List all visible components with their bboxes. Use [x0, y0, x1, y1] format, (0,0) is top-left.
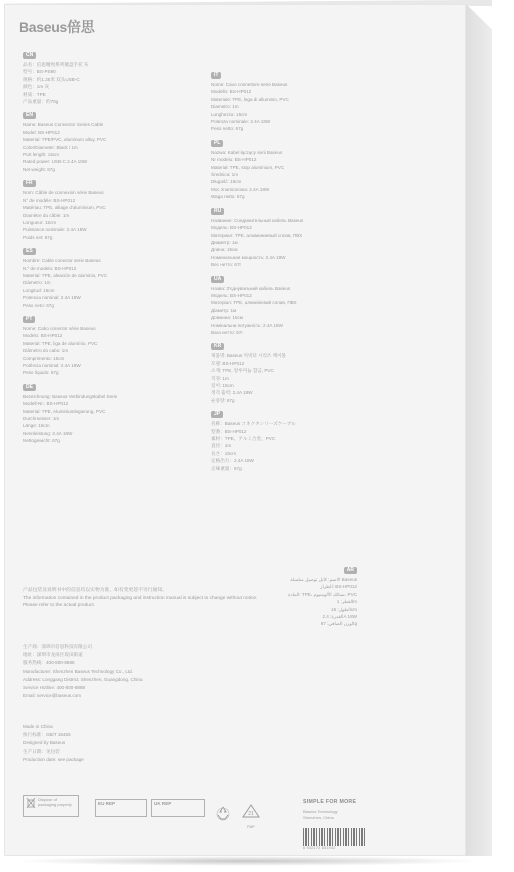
slogan-sub-line: Baseus Technology [303, 809, 338, 814]
spec-line: 素材：TPE、アルミ合金、PVC [211, 436, 276, 442]
info-line: 生产日期：见包装 [23, 748, 60, 754]
spec-line: Nazwa: Kabel łączący serii Baseus [211, 149, 283, 155]
spec-line: Modell-Nr.: BS-HP012 [23, 401, 69, 407]
spec-block-de [23, 383, 211, 445]
spec-column-left [23, 51, 211, 451]
lang-tag-ru: RU [211, 208, 224, 215]
spec-line: Материал: TPE, алюминиевый сплав, ПВХ [211, 232, 303, 238]
spec-line: Port length: 15cm [23, 152, 60, 158]
slogan-sub-line: Shenzhen, China [303, 814, 334, 820]
spec-line: 材质：TPE [23, 91, 46, 97]
spec-line: Диаметр: 1м [211, 239, 238, 245]
spec-line: 長さ：15cm [211, 450, 237, 456]
spec-line: Material: TPE/PVC, aluminum alloy, PVC [23, 137, 107, 143]
info-line: Email: service@baseus.com [23, 693, 82, 699]
notice-line: Please refer to the actual product. [23, 603, 95, 609]
spec-block-cn [23, 51, 211, 105]
info-change-notice [23, 587, 283, 610]
uk-rep-label: UK REP [154, 801, 172, 806]
pap-recycling-mark [241, 803, 261, 829]
lang-tag-es: ES [23, 248, 36, 255]
origin-info [23, 723, 223, 764]
spec-line: Moc znamionowa: 2.4A 18W [211, 186, 270, 192]
spec-line: 제품명: Baseus 커넥터 시리즈 케이블 [211, 353, 286, 359]
spec-line: Матеріал: TPE, алюмінієвий сплав, ПВХ [211, 300, 297, 306]
spec-line: Potenza nominale: 2.4A 18W [211, 119, 271, 125]
recycle-icon [215, 805, 231, 821]
spec-line: Nettogewicht: 67g [23, 438, 60, 444]
lang-tag-fr: FR [23, 180, 36, 187]
spec-line: 정격 출력: 2.4A 18W [211, 390, 253, 396]
pap-label: PAP [247, 824, 255, 829]
spec-block-ru [211, 207, 381, 269]
lang-tag-de: DE [23, 384, 36, 391]
spec-line: Długość: 15cm [211, 179, 242, 185]
info-line: Service Hotline: 400-800-8888 [23, 685, 86, 691]
box-side-face [466, 4, 492, 856]
spec-line: 소재: TPE, 알루미늄 합금, PVC [211, 368, 274, 374]
lang-tag-jp: JP [211, 411, 223, 418]
arabic-line: الطراز: BS-HP012 [320, 584, 357, 590]
spec-line: Puissance nominale: 2.4A 18W [23, 227, 87, 233]
arabic-line: الوزن الصافي: 67g [320, 621, 357, 627]
spec-line: Diâmetro do cabo: 1m [23, 348, 69, 354]
slogan: SIMPLE FOR MORE [303, 799, 357, 805]
spec-line: Nome: Cabo conector série Baseus [23, 325, 96, 331]
wheelie-bin-icon [26, 797, 36, 809]
spec-line: Longueur: 15cm [23, 219, 57, 225]
spec-line: Material: TPE, aleación de aluminio, PVC [23, 272, 108, 278]
spec-line: Modelo: BS-HP012 [23, 333, 63, 339]
spec-line: Rated power: USB-C 2.4A 18W [23, 159, 88, 165]
spec-block-es [23, 247, 211, 309]
spec-line: Länge: 15cm [23, 423, 50, 429]
spec-line: Diamètre du câble: 1m [23, 212, 70, 218]
spec-line: Waga netto: 67g [211, 194, 245, 200]
spec-line: 颜色：1m 灰 [23, 84, 50, 90]
lang-tag-ua: UA [211, 276, 224, 283]
spec-line: 모델: BS-HP012 [211, 360, 245, 366]
slogan-sub [303, 809, 383, 820]
spec-line: Nr modelu: BS-HP012 [211, 157, 257, 163]
disposal-notice [23, 795, 79, 817]
compliance-marks [23, 795, 263, 835]
spec-line: 型号：BS-PS90 [23, 69, 56, 75]
spec-line: Material: TPE, Aluminiumlegierung, PVC [23, 408, 106, 414]
svg-text:21: 21 [248, 811, 254, 817]
spec-line: Nombre: Cable conector serie Baseus [23, 258, 101, 264]
spec-line: Nom: Câble de connexion série Baseus [23, 190, 104, 196]
info-line: Manufacturer: Shenzhen Baseus Technology Co., Ltd. [23, 668, 133, 674]
spec-line: Lunghezza: 15cm [211, 111, 248, 117]
spec-line: Вес нетто: 67г [211, 262, 242, 268]
lang-tag-en: EN [23, 112, 36, 119]
spec-block-ua [211, 275, 381, 337]
spec-line: 型番：BS-HP012 [211, 428, 247, 434]
spec-line: N° de modèle: BS-HP012 [23, 197, 76, 203]
spec-block-en [23, 111, 211, 173]
lang-tag-ar: AR [344, 567, 357, 574]
spec-line: Model: BS-HP012 [23, 129, 60, 135]
arabic-line: القدرة: 2.4A 18W [322, 614, 357, 620]
lang-tag-cn: CN [23, 52, 36, 59]
spec-line: Номінальна потужність: 2.4A 18W [211, 322, 283, 328]
spec-line: 길이: 15cm [211, 383, 234, 388]
spec-block-kr [211, 342, 381, 404]
info-line: Production date: see package [23, 756, 84, 762]
spec-line: Модель: BS-HP012 [211, 292, 252, 298]
spec-line: Matériau: TPE, alliage d'aluminium, PVC [23, 205, 106, 211]
box-shadow [12, 856, 482, 866]
spec-line: Longitud: 15cm [23, 287, 55, 293]
spec-line: 产品重量：约70g [23, 99, 59, 105]
spec-block-fr [23, 179, 211, 241]
info-line: Address: Longgang District, Shenzhen, Guangdong, China [23, 676, 143, 682]
spec-line: Diametro: 1m [211, 104, 239, 110]
lang-tag-it: IT [211, 72, 221, 79]
barcode-digits: 6 932172 601942 [303, 846, 336, 850]
spec-line: Название: Соединительный кабель Baseus [211, 217, 304, 223]
spec-line: Durchmesser: 1m [23, 416, 60, 422]
spec-block-jp [211, 410, 381, 472]
spec-line: Potência nominal: 2.4A 18W [23, 363, 81, 368]
spec-line: Materiale: TPE, lega di alluminio, PVC [211, 96, 289, 102]
spec-line: 正味重量：67g [211, 465, 242, 471]
lang-tag-pl: PL [211, 140, 223, 147]
spec-line: Material: TPE, liga de alumínio, PVC [23, 340, 98, 346]
uk-rep-mark [151, 799, 205, 817]
info-line: Made in China [23, 724, 53, 729]
spec-line: Średnica: 1m [211, 172, 239, 178]
spec-line: Номинальная мощность: 2.4A 18W [211, 254, 286, 260]
spec-line: Peso líquido: 67g [23, 370, 59, 376]
product-box-back [4, 4, 466, 856]
spec-line: Diámetro: 1m [23, 280, 51, 286]
spec-line: Potencia nominal: 2.4A 18W [23, 295, 81, 301]
arabic-line: القطر: 1m [336, 599, 357, 605]
disposal-text: Dispose of packaging properly [38, 797, 72, 807]
arabic-line: المادة: TPE، سبائك الألومنيوم، PVC [288, 591, 357, 597]
spec-line: Poids net: 67g [23, 234, 53, 240]
spec-block-pt [23, 315, 211, 377]
info-line: 生产商：深圳市倍思科技有限公司 [23, 644, 92, 649]
info-line: Designed by Baseus [23, 740, 66, 746]
spec-line: Modello: BS-HP012 [211, 89, 252, 95]
recycle-triangle-icon [241, 803, 261, 819]
spec-line: Bezeichnung: Baseus Verbindungskabel Serie [23, 393, 118, 399]
spec-line: 순중량: 67g [211, 397, 235, 403]
info-line: 地址：深圳市龙岗区坂田街道 [23, 652, 83, 658]
spec-line: 规格：约1.25米 双头USB-C [23, 76, 80, 82]
spec-line: Comprimento: 15cm [23, 355, 65, 361]
spec-line: Діаметр: 1м [211, 307, 237, 313]
notice-line: 产品包装及说明书中的信息均以实物为准，如有变更恕不另行通知。 [23, 588, 167, 593]
spec-line: 定格出力：2.4A 18W [211, 458, 254, 464]
barcode [303, 828, 365, 846]
spec-line: Color/Diameter: Black / 1m [23, 144, 78, 150]
eu-rep-mark [95, 799, 147, 817]
notice-line: The information contained in the product packaging and instruction manual is subject to change without notice. [23, 595, 258, 601]
spec-line: Name: Baseus Connector Series Cable [23, 122, 104, 128]
arabic-line: الاسم: كابل توصيل سلسلة Baseus [290, 577, 357, 582]
spec-line: N.º de modelo: BS-HP012 [23, 265, 77, 271]
eu-rep-label: EU REP [98, 801, 116, 806]
spec-line: 直径：1m [211, 443, 232, 449]
spec-line: Materiał: TPE, stop aluminium, PVC [211, 164, 285, 170]
spec-line: Вага нетто: 67г [211, 329, 244, 335]
spec-line: 品名：倍思精致系列键盘手托 灰 [23, 62, 89, 67]
spec-line: Длина: 15см [211, 247, 238, 253]
spec-line: 名称：Baseus コネクタシリーズケーブル [211, 421, 296, 427]
brand-logo: Baseus倍思 [19, 19, 95, 35]
spec-line: Довжина: 15см [211, 315, 243, 321]
info-line: 服务热线：400-800-8888 [23, 660, 75, 666]
spec-column-right [211, 71, 381, 478]
spec-block-it [211, 71, 381, 133]
manufacturer-info [23, 643, 283, 700]
spec-line: Nennleistung: 2.4A 18W [23, 430, 73, 436]
spec-line: Назва: З'єднувальний кабель Baseus [211, 285, 291, 291]
spec-line: Peso neto: 67g [23, 302, 54, 308]
info-line: 执行标准：GB/T 18455 [23, 732, 71, 738]
lang-tag-pt: PT [23, 316, 35, 323]
spec-line: Модель: BS-HP012 [211, 225, 252, 231]
spec-block-pl [211, 139, 381, 201]
spec-line: Nome: Cavo connettore serie Baseus [211, 82, 288, 87]
spec-line: Peso netto: 67g [211, 126, 244, 132]
spec-line: Net weight: 67g [23, 166, 55, 172]
spec-line: 직경: 1m [211, 375, 229, 381]
arabic-line: الطول: 15cm [331, 606, 357, 612]
lang-tag-kr: KR [211, 343, 224, 350]
